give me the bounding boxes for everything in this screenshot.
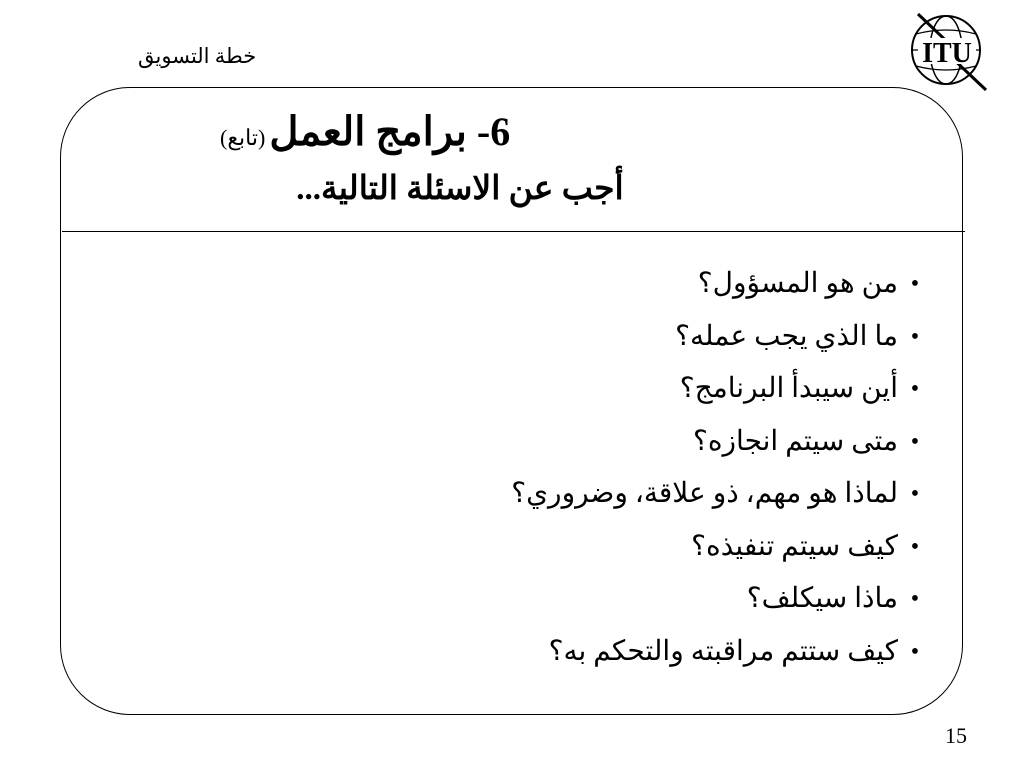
bullet-dot-icon: •	[910, 586, 920, 612]
bullet-list	[332, 258, 932, 678]
bullet-dot-icon: •	[910, 323, 920, 350]
slide-title-sub: (تابع)	[220, 125, 266, 150]
bullet-text: ماذا سيكلف؟	[746, 583, 898, 614]
bullet-text: أين سيبدأ البرنامج؟	[679, 373, 898, 404]
list-item	[332, 311, 932, 364]
bullet-text: من هو المسؤول؟	[697, 268, 898, 299]
bullet-text: كيف ستتم مراقبته والتحكم به؟	[548, 635, 898, 667]
bullet-dot-icon: •	[910, 638, 920, 665]
bullet-dot-icon: •	[910, 533, 920, 560]
bullet-text: كيف سيتم تنفيذه؟	[691, 530, 898, 562]
list-item	[332, 258, 932, 311]
bullet-dot-icon: •	[910, 481, 920, 507]
slide-title	[220, 108, 720, 155]
page-number: 15	[945, 723, 967, 748]
itu-logo	[898, 4, 994, 94]
bullet-dot-icon: •	[910, 271, 920, 297]
itu-logo-icon	[898, 4, 994, 94]
list-item	[332, 626, 932, 679]
bullet-dot-icon: •	[910, 428, 920, 455]
bullet-text: ما الذي يجب عمله؟	[675, 320, 898, 352]
title-divider	[62, 231, 965, 232]
list-item	[332, 468, 932, 521]
slide-subtitle: أجب عن الاسئلة التالية...	[296, 171, 624, 207]
list-item	[332, 416, 932, 469]
slide-title-main: 6- برامج العمل	[269, 109, 511, 154]
list-item	[332, 363, 932, 416]
bullet-dot-icon: •	[910, 376, 920, 402]
bullet-text: لماذا هو مهم، ذو علاقة، وضروري؟	[511, 478, 898, 509]
header-title: خطة التسويق	[138, 44, 257, 68]
list-item	[332, 521, 932, 574]
bullet-text: متى سيتم انجازه؟	[692, 425, 898, 457]
logo-text: ITU	[922, 38, 972, 69]
list-item	[332, 573, 932, 626]
